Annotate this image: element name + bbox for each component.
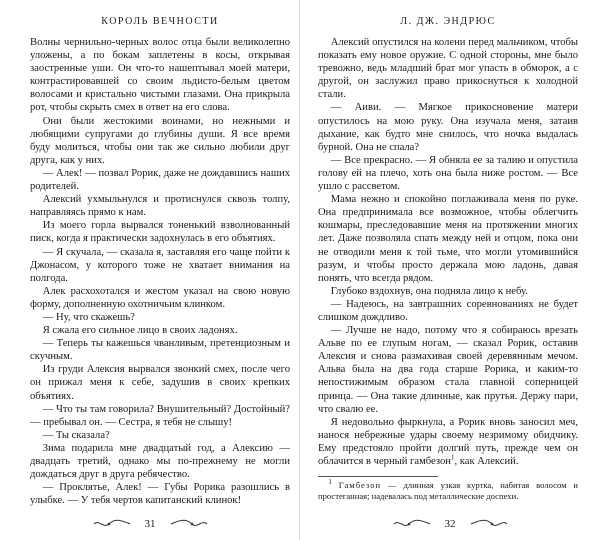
paragraph: — Алек! — позвал Рорик, даже не дождавшись наших родителей. [30, 167, 290, 193]
footnote-term: Гамбезон [338, 480, 382, 491]
paragraph: Алексий опустился на колени перед мальчиком, чтобы показать ему новое оружие. С одной стороны, мне было тревожно, ведь младший брат мог упасть в обморок, а с другой, он заслужил право прикоснуться к холодной стали. [318, 37, 578, 101]
paragraph: — Что ты там говорила? Внушительный? Достойный? — пребывал он. — Сестра, я тебя не слышу! [30, 403, 290, 428]
footnote [318, 480, 578, 502]
folio-right [300, 518, 600, 530]
right-page-text [318, 36, 578, 468]
scroll-flourish-icon [470, 519, 508, 529]
scroll-flourish-icon [393, 519, 431, 529]
left-page-text [30, 36, 290, 507]
footnote-divider [318, 476, 438, 477]
page-number: 32 [444, 518, 456, 530]
right-page [300, 0, 600, 540]
footnote-number: 1 [328, 478, 332, 487]
paragraph: — Теперь ты кажешься чванливым, претенциозным и скучным. [30, 338, 290, 363]
footnote-marker: 1 [450, 453, 455, 462]
folio-left [0, 518, 300, 530]
scroll-flourish-icon [93, 519, 131, 529]
paragraph: — Надеюсь, на завтрашних соревнованиях не будет слишком дождливо. [318, 298, 578, 323]
paragraph-text: Я недовольно фыркнула, а Рорик вновь заносил меч, нанося небрежные удары своему незримому обидчику. Ему предстояло пройти долгий путь, прежде чем он облачится в черный гамбезон [318, 416, 578, 467]
paragraph: — Проклятье, Алек! — Губы Рорика разошлись в улыбке. — У тебя чертов капитанский клинок! [30, 482, 290, 507]
paragraph: Из моего горла вырвался тоненький взволнованный писк, когда я практически задохнулась в его объятиях. [30, 220, 290, 245]
paragraph: — Ну, что скажешь? [42, 311, 135, 323]
footnote-text: — длинная узкая куртка, набитая волосом и простеганная; надевалась под металлические доспехи. [318, 480, 579, 502]
paragraph: Глубоко вздохнув, она подняла лицо к небу. [330, 285, 528, 297]
paragraph-text-end: , как Алексий. [454, 456, 519, 467]
paragraph: — Ты сказала? [42, 429, 110, 441]
paragraph: Из груди Алексия вырвался звонкий смех, после чего он прижал меня к себе, задушив в своих крепких объятиях. [30, 364, 290, 402]
paragraph: Я сжала его сильное лицо в своих ладонях. [42, 325, 238, 337]
page-number: 31 [144, 518, 156, 530]
running-head-left: КОРОЛЬ ВЕЧНОСТИ [101, 16, 219, 27]
paragraph: Они были жестокими воинами, но нежными и любящими супругами до глубины души. Я все время буду молиться, чтобы они так же сильно любили друг друга, как у них. [30, 115, 290, 166]
paragraph [318, 416, 578, 468]
paragraph: — Все прекрасно. — Я обняла ее за талию и опустила голову ей на плечо, хоть она была ниже ростом. — Все ушло с рассветом. [318, 154, 578, 193]
paragraph: Волны чернильно-черных волос отца были великолепно уложены, а по бокам заплетены в косы, открывая заостренные уши. Он что-то нашептывал моей матери, контрастировавшей со своим льдисто-белым цветом волосами и кристально чистыми глазами. Она прикрыла рот, чтобы скрыть смех в ответ на его слова. [30, 37, 290, 114]
paragraph: — Я скучала, — сказала я, заставляя его чаще пойти к Джонасом, у которого тоже не хватает внимания на полгода. [30, 246, 290, 284]
running-head-right: Л. ДЖ. ЭНДРЮС [400, 16, 496, 27]
scroll-flourish-icon [170, 519, 208, 529]
paragraph: Алек расхохотался и жестом указал на свою новую форму, дополненную охотничьим клинком. [30, 285, 290, 310]
paragraph: — Лучше не надо, потому что я собираюсь врезать Альве по ее глупым ногам, — сказал Рорик, оставив Алексия и снова размахивая своей деревянным мечом. Альва была на два года старше Рорика, и каким-то непостижимым образом стала главной соперницей принца. — Она такие длинные, как прутья. Держу пари, что свалю ее. [318, 325, 578, 415]
paragraph: Зима подарила мне двадцатый год, а Алексию — двадцать третий, однако мы по-прежнему не могли дождаться друг в друга ребячество. [30, 442, 290, 481]
paragraph: Мама нежно и спокойно поглаживала меня по руке. Она предпринимала все возможное, чтобы облегчить кошмары, преследовавшие меня на протяжении многих лет. Даже позволяла спать между ней и отцом, пока они не отводили меня к той тьме, что могли утомившийся разум, и чтобы просто держала мою ладонь, давая понять, что всегда рядом. [318, 194, 578, 284]
paragraph: Алексий ухмыльнулся и протиснулся сквозь толпу, направляясь прямо к нам. [30, 194, 290, 219]
paragraph: — Аиви. — Мягкое прикосновение матери опустилось на мою руку. Она изучала меня, затаив дыхание, как будто мне снилось, что ночка выдалась бурной. Она не спала? [318, 102, 578, 153]
